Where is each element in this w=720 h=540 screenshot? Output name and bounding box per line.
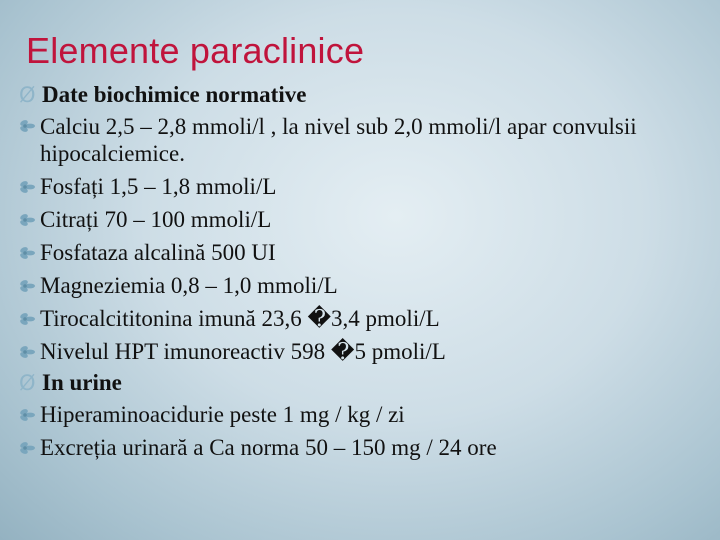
flower-bullet-icon [18,118,38,134]
list-item [16,302,706,335]
flower-bullet-icon [18,245,38,261]
list-item-text: Nivelul HPT imunoreactiv 598 �5 pmoli/L [40,339,446,364]
section-heading-urine [16,368,706,398]
list-item-text: Magneziemia 0,8 – 1,0 mmoli/L [40,273,338,298]
list-item [16,269,706,302]
list-item-text: Tirocalcititonina imună 23,6 �3,4 pmoli/L [40,306,440,331]
empty-set-icon: Ø [19,83,36,107]
flower-bullet-icon [18,407,38,423]
section-heading-label: Date biochimice normative [42,82,307,107]
list-item-text: Excreția urinară a Ca norma 50 – 150 mg / 24 ore [40,435,497,460]
list-item [16,431,706,464]
list-item [16,110,706,170]
list-item-text: Hiperaminoacidurie peste 1 mg / kg / zi [40,402,405,427]
slide-title: Elemente paraclinice [26,30,365,71]
list-item-text: Calciu 2,5 – 2,8 mmoli/l , la nivel sub 2,0 mmoli/l apar convulsii hipocalciemice. [40,114,637,166]
slide-content [16,80,706,464]
flower-bullet-icon [18,212,38,228]
list-item [16,398,706,431]
list-item-text: Citrați 70 – 100 mmoli/L [40,207,272,232]
flower-bullet-icon [18,311,38,327]
flower-bullet-icon [18,344,38,360]
list-item [16,236,706,269]
list-item-text: Fosfataza alcalină 500 UI [40,240,276,265]
section-heading-biochemical [16,80,706,110]
list-item [16,203,706,236]
list-item [16,170,706,203]
empty-set-icon: Ø [19,371,36,395]
flower-bullet-icon [18,440,38,456]
flower-bullet-icon [18,179,38,195]
section-heading-label: In urine [42,370,122,395]
flower-bullet-icon [18,278,38,294]
list-item-text: Fosfați 1,5 – 1,8 mmoli/L [40,174,277,199]
list-item [16,335,706,368]
